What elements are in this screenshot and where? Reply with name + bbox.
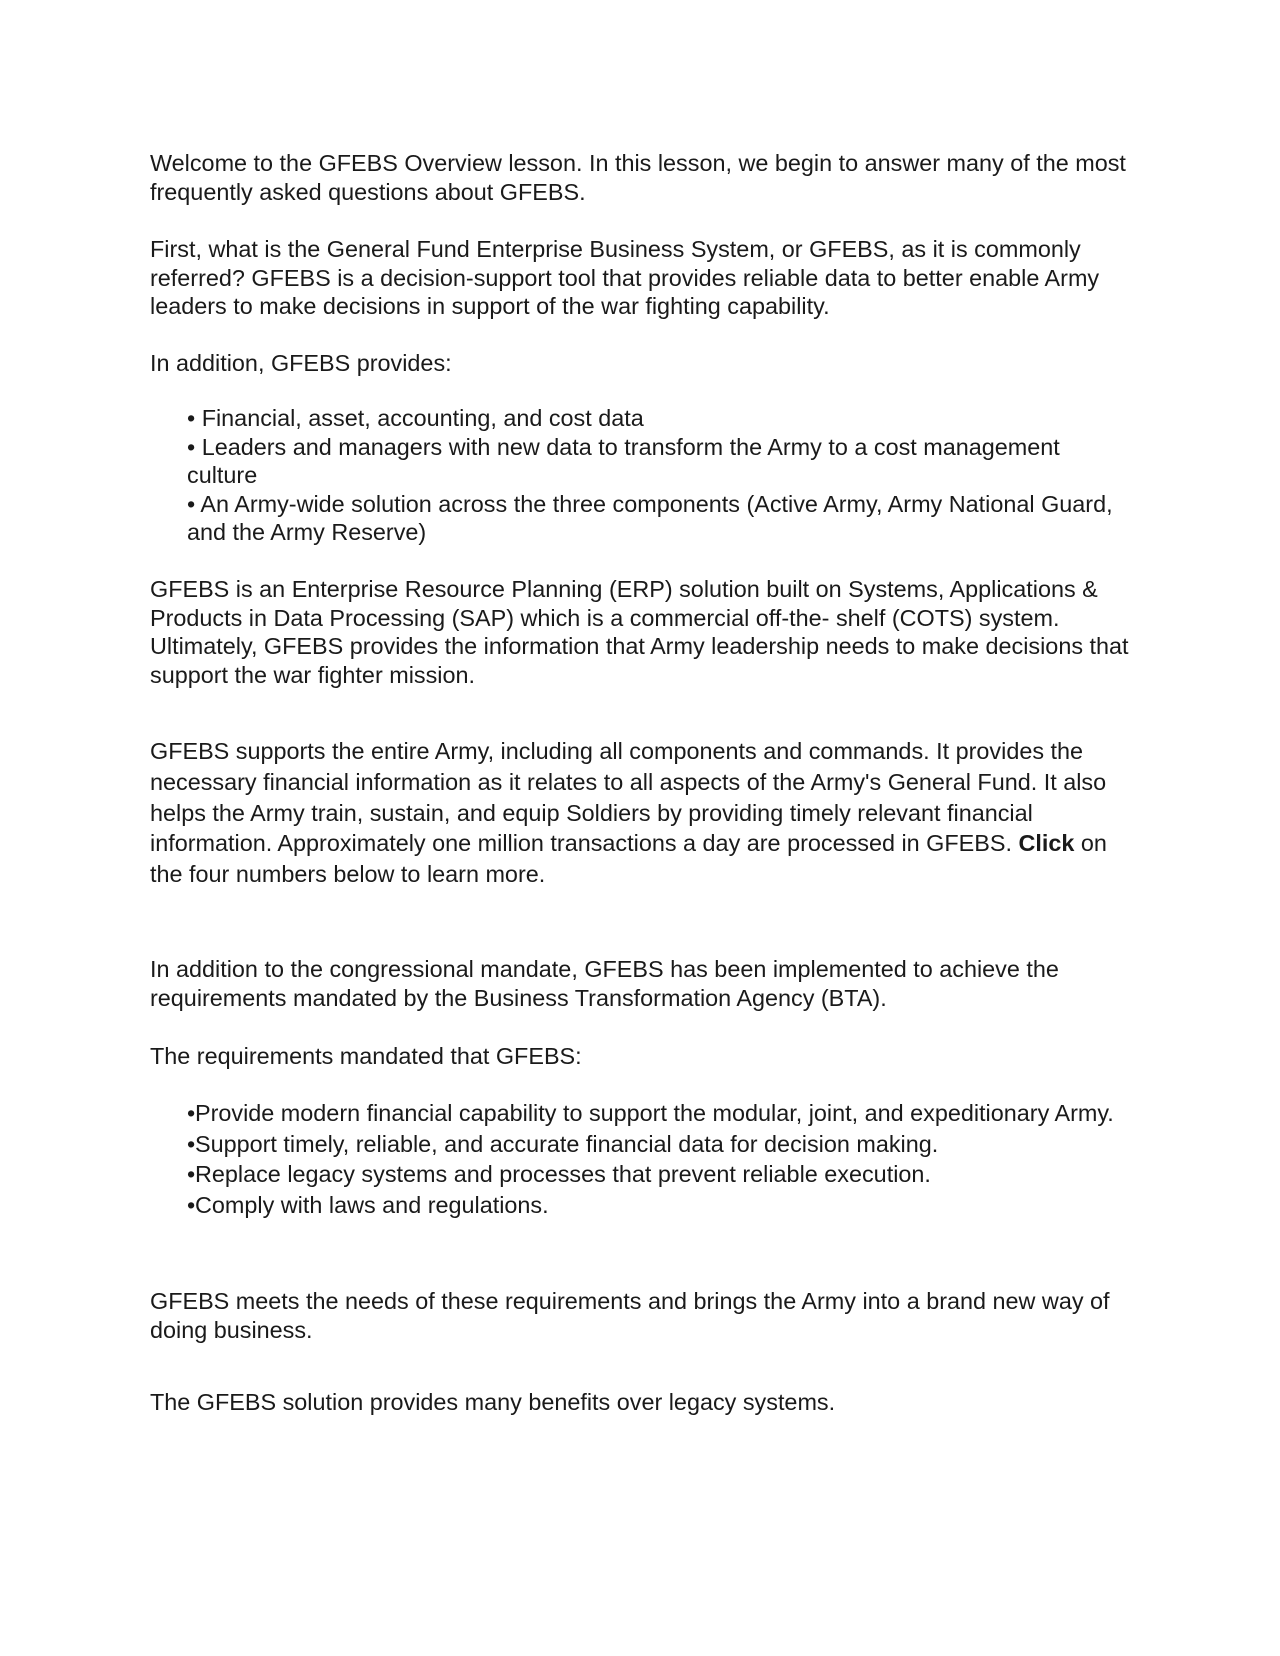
- provides-list: [187, 404, 1132, 547]
- list-item: • An Army-wide solution across the three components (Active Army, Army National Guard, and the Army Reserve): [187, 490, 1113, 546]
- army-support-tail: on the four numbers below to learn more.: [150, 830, 1107, 888]
- gfebs-definition-paragraph: First, what is the General Fund Enterprise Business System, or GFEBS, as it is commonly referred? GFEBS is a decision-support tool that provides reliable data to better enable Army leaders to make decisions in support of the war fighting capability.: [150, 236, 1100, 320]
- benefits-paragraph: The GFEBS solution provides many benefits over legacy systems.: [150, 1389, 836, 1415]
- click-emphasis: Click: [1018, 830, 1075, 857]
- list-item-text: Support timely, reliable, and accurate financial data for decision making.: [195, 1130, 939, 1157]
- mandate-paragraph: In addition to the congressional mandate, GFEBS has been implemented to achieve the requirements mandated by the Business Transformation Agency (BTA).: [150, 956, 1059, 1011]
- requirements-heading: The requirements mandated that GFEBS:: [150, 1043, 582, 1069]
- list-item: •Provide modern financial capability to support the modular, joint, and expeditionary Army.: [187, 1100, 1114, 1126]
- erp-paragraph: GFEBS is an Enterprise Resource Planning (ERP) solution built on Systems, Applications & Products in Data Processing (SAP) which is a commercial off-the- shelf (COTS) system. Ultimately, GFEBS provides the information that Army leadership needs to make decisions that support the war fighter mission.: [150, 576, 1129, 688]
- list-item-text: Replace legacy systems and processes that prevent reliable execution.: [195, 1161, 931, 1187]
- list-item: • Leaders and managers with new data to transform the Army to a cost management culture: [187, 433, 1060, 489]
- list-item: •Replace legacy systems and processes that prevent reliable execution.: [187, 1161, 931, 1187]
- provides-heading: In addition, GFEBS provides:: [150, 350, 452, 376]
- army-support-text: GFEBS supports the entire Army, including all components and commands. It provides the necessary financial information as it relates to all aspects of the Army's General Fund. It also helps the Army train, sustain, and equip Soldiers by providing timely relevant financial information. Approximately one million transactions a day are processed in GFEBS.: [150, 738, 1107, 857]
- army-support-paragraph: [150, 736, 1140, 890]
- needs-paragraph: GFEBS meets the needs of these requirements and brings the Army into a brand new way of doing business.: [150, 1288, 1110, 1343]
- list-item: • Financial, asset, accounting, and cost data: [187, 405, 644, 431]
- list-item: •Comply with laws and regulations.: [187, 1191, 549, 1218]
- list-item-text: Comply with laws and regulations.: [195, 1191, 549, 1218]
- list-item: •Support timely, reliable, and accurate financial data for decision making.: [187, 1130, 939, 1157]
- requirements-list: [187, 1098, 1132, 1220]
- list-item-text: Provide modern financial capability to support the modular, joint, and expeditionary Army.: [195, 1100, 1114, 1126]
- intro-paragraph: Welcome to the GFEBS Overview lesson. In this lesson, we begin to answer many of the most frequently asked questions about GFEBS.: [150, 150, 1126, 205]
